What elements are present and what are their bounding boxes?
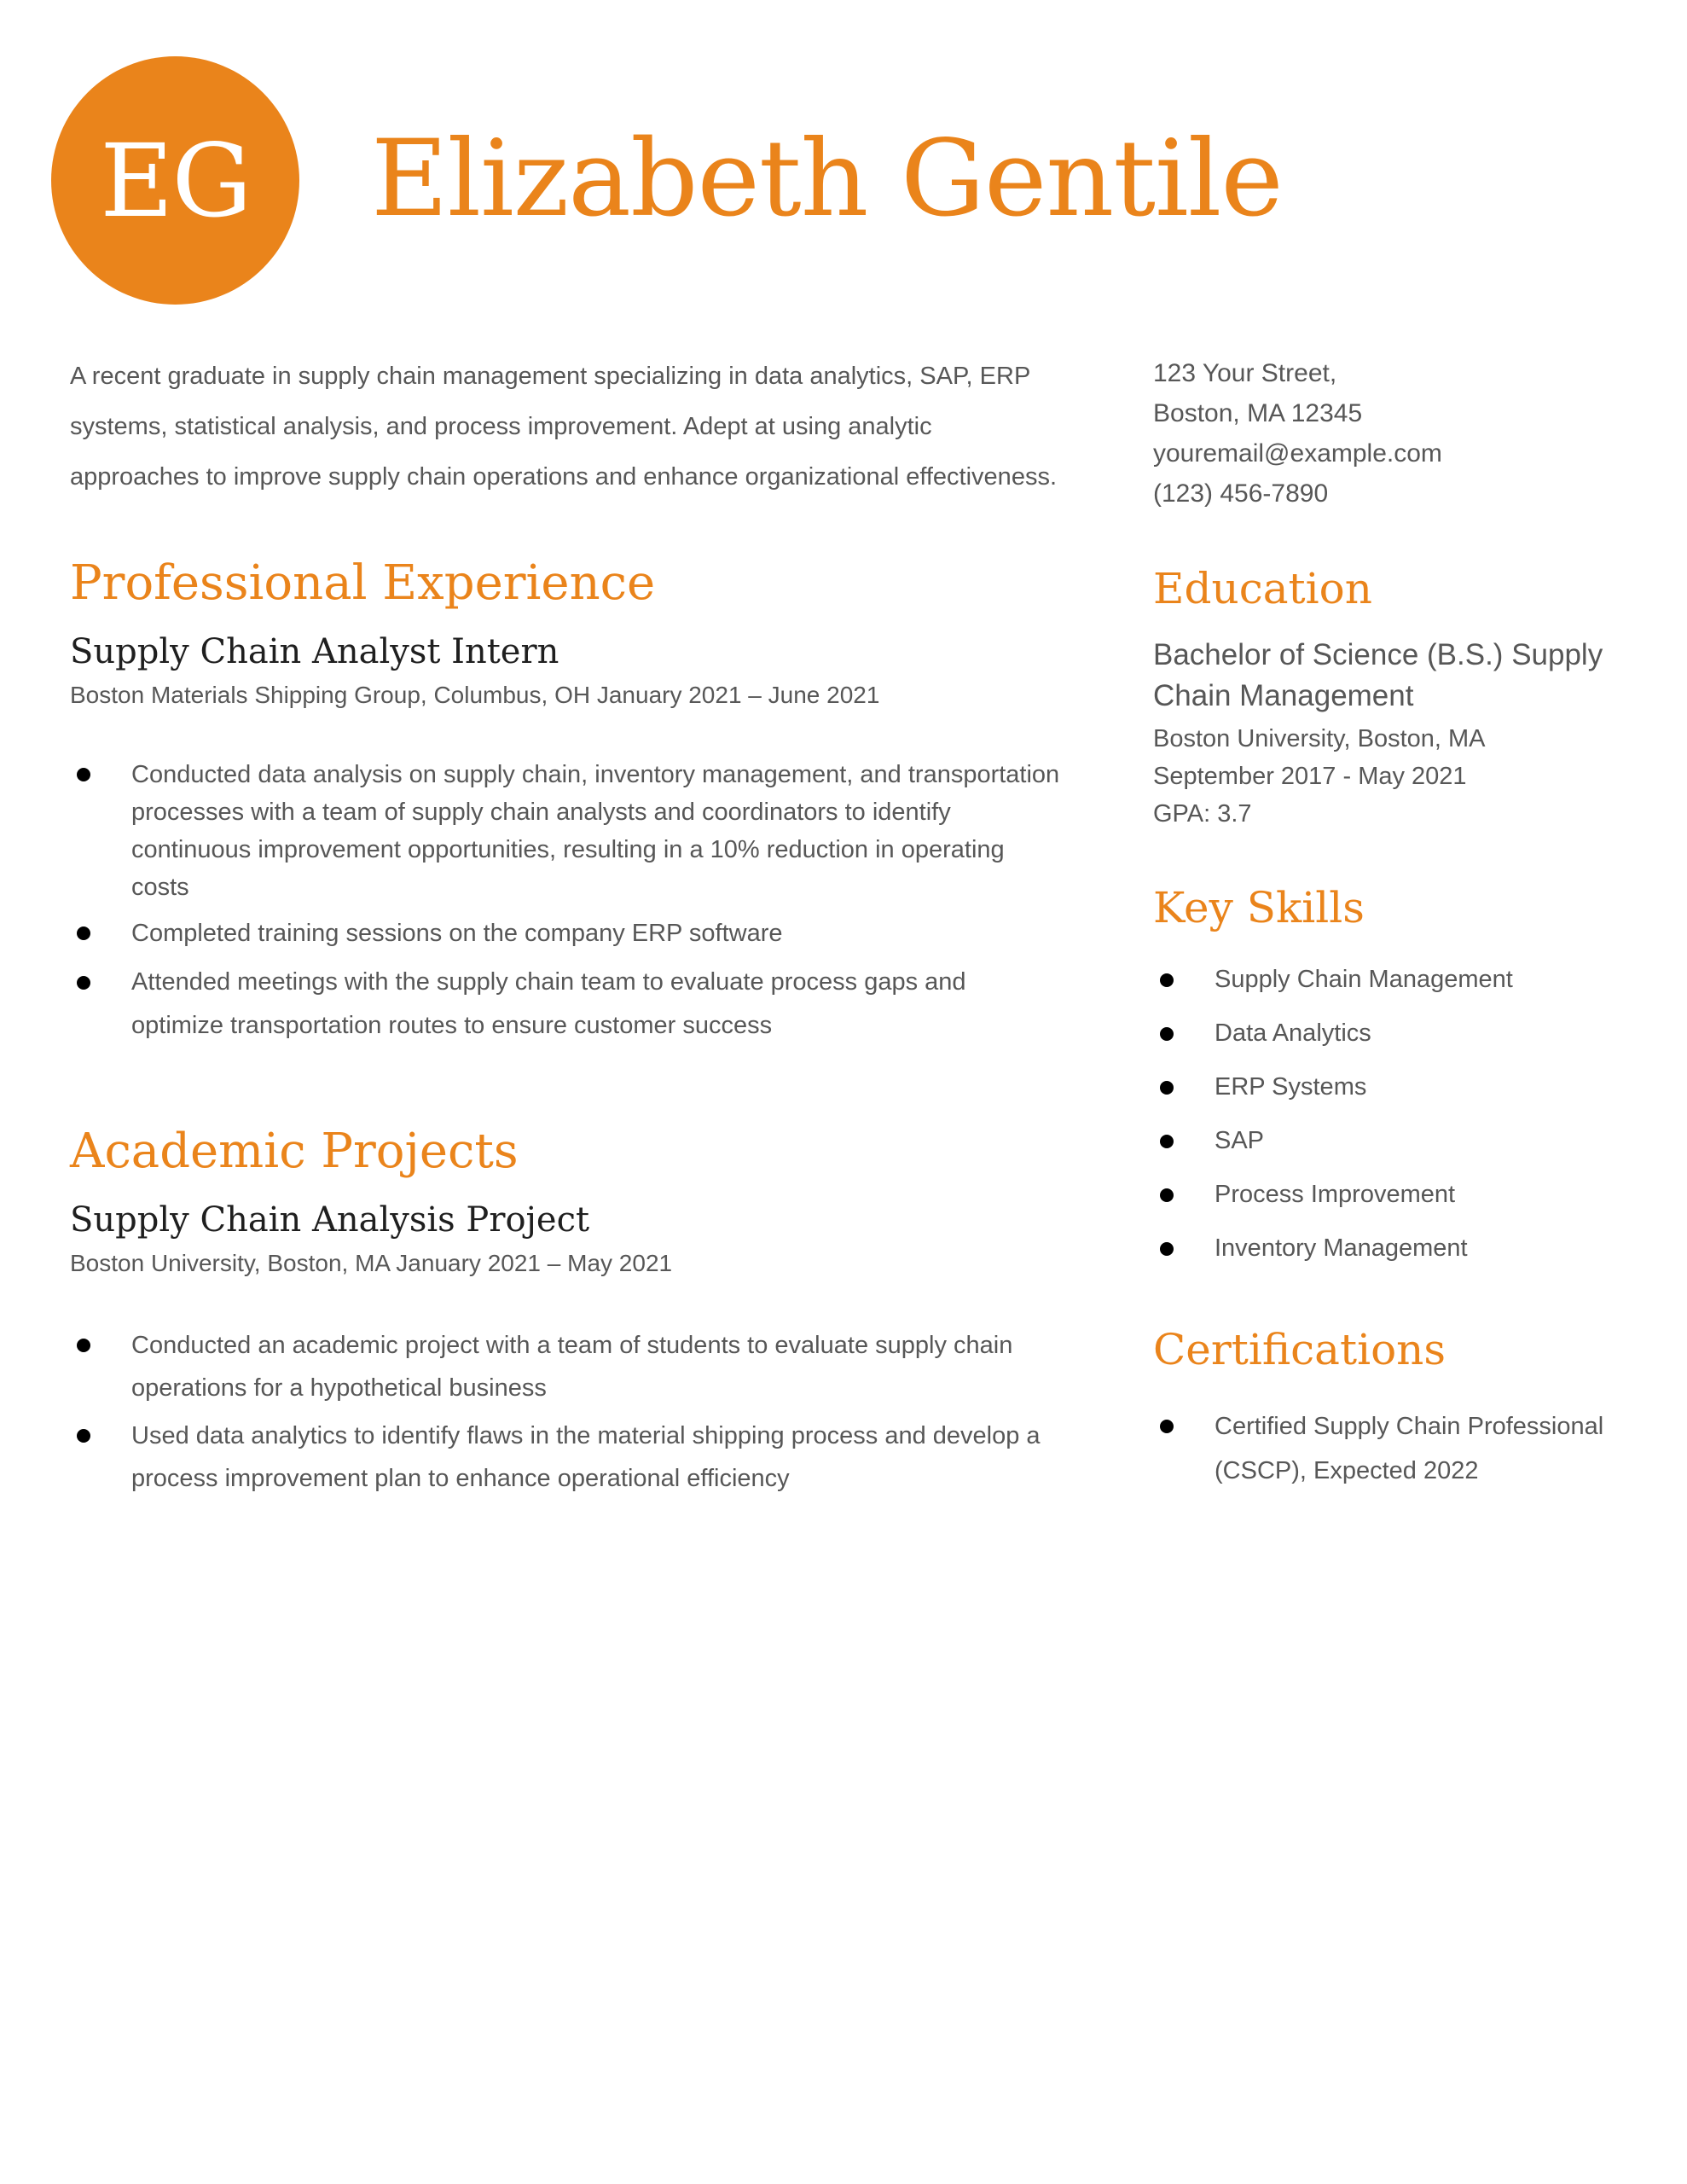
project-title: Supply Chain Analysis Project [70,1200,590,1240]
list-item: Conducted an academic project with a team of students to evaluate supply chain operations for a hypothetical business [70,1324,1064,1409]
monogram-initials: EG [100,121,251,240]
education-heading: Education [1153,564,1372,613]
certifications-section [1153,1319,1631,1493]
bullet-icon [77,1339,90,1352]
experience-bullets [70,756,1064,1048]
list-item: Attended meetings with the supply chain team to evaluate process gaps and optimize transportation routes to ensure customer success [70,961,1064,1048]
bullet-icon [1160,1081,1174,1095]
certifications-heading: Certifications [1153,1325,1446,1374]
contact-phone[interactable]: (123) 456-7890 [1153,479,1329,508]
list-item: Completed training sessions on the company ERP software [70,915,1064,952]
list-item: ERP Systems [1153,1066,1631,1108]
bullet-icon [77,768,90,781]
bullet-icon [77,1429,90,1443]
skills-list [1153,959,1631,1269]
list-item: Used data analytics to identify flaws in the material shipping process and develop a process improvement plan to enhance operational efficiency [70,1414,1064,1500]
gpa: GPA: 3.7 [1153,800,1252,828]
experience-section [70,549,1064,1048]
bullet-icon [1160,973,1174,987]
list-item: SAP [1153,1120,1631,1162]
experience-heading: Professional Experience [70,555,656,611]
job-meta: Boston Materials Shipping Group, Columbus, OH January 2021 – June 2021 [70,682,880,708]
job-title: Supply Chain Analyst Intern [70,632,559,671]
education-section [1153,558,1631,833]
skills-section [1153,877,1631,1269]
contact-street: 123 Your Street, [1153,359,1337,387]
list-item: Data Analytics [1153,1013,1631,1054]
degree: Bachelor of Science (B.S.) Supply Chain Management [1153,638,1603,712]
candidate-name: Elizabeth Gentile [371,118,1283,241]
project-bullets [70,1324,1064,1500]
list-item: Supply Chain Management [1153,959,1631,1001]
list-item: Conducted data analysis on supply chain, inventory management, and transportation processes with a team of supply chain analysts and coordinators to identify continuous improvement opportunities, resulting in a 10% reduction in operating costs [70,756,1064,906]
projects-heading: Academic Projects [70,1124,519,1179]
bullet-icon [77,976,90,990]
bullet-icon [1160,1188,1174,1202]
project-meta: Boston University, Boston, MA January 2021 – May 2021 [70,1250,673,1276]
contact-section [1153,353,1631,514]
projects-section [70,1118,1064,1500]
list-item: Inventory Management [1153,1228,1631,1269]
certifications-list [1153,1404,1631,1493]
school: Boston University, Boston, MA [1153,725,1486,752]
bullet-icon [77,926,90,940]
list-item: Process Improvement [1153,1174,1631,1216]
skills-heading: Key Skills [1153,883,1365,932]
main-column [70,351,1064,1505]
contact-email[interactable]: youremail@example.com [1153,439,1442,468]
list-item: Certified Supply Chain Professional (CSCP), Expected 2022 [1153,1404,1631,1493]
sidebar-column [1153,351,1631,1493]
bullet-icon [1160,1135,1174,1148]
monogram-badge [51,56,299,305]
bullet-icon [1160,1027,1174,1041]
education-dates: September 2017 - May 2021 [1153,763,1467,790]
bullet-icon [1160,1242,1174,1256]
contact-city: Boston, MA 12345 [1153,399,1363,427]
bullet-icon [1160,1420,1174,1433]
profile-summary: A recent graduate in supply chain management specializing in data analytics, SAP, ERP systems, statistical analysis, and process improvement. Adept at using analytic approaches to improve supply chain operations and enhance organizational effectiveness. [70,363,1057,491]
